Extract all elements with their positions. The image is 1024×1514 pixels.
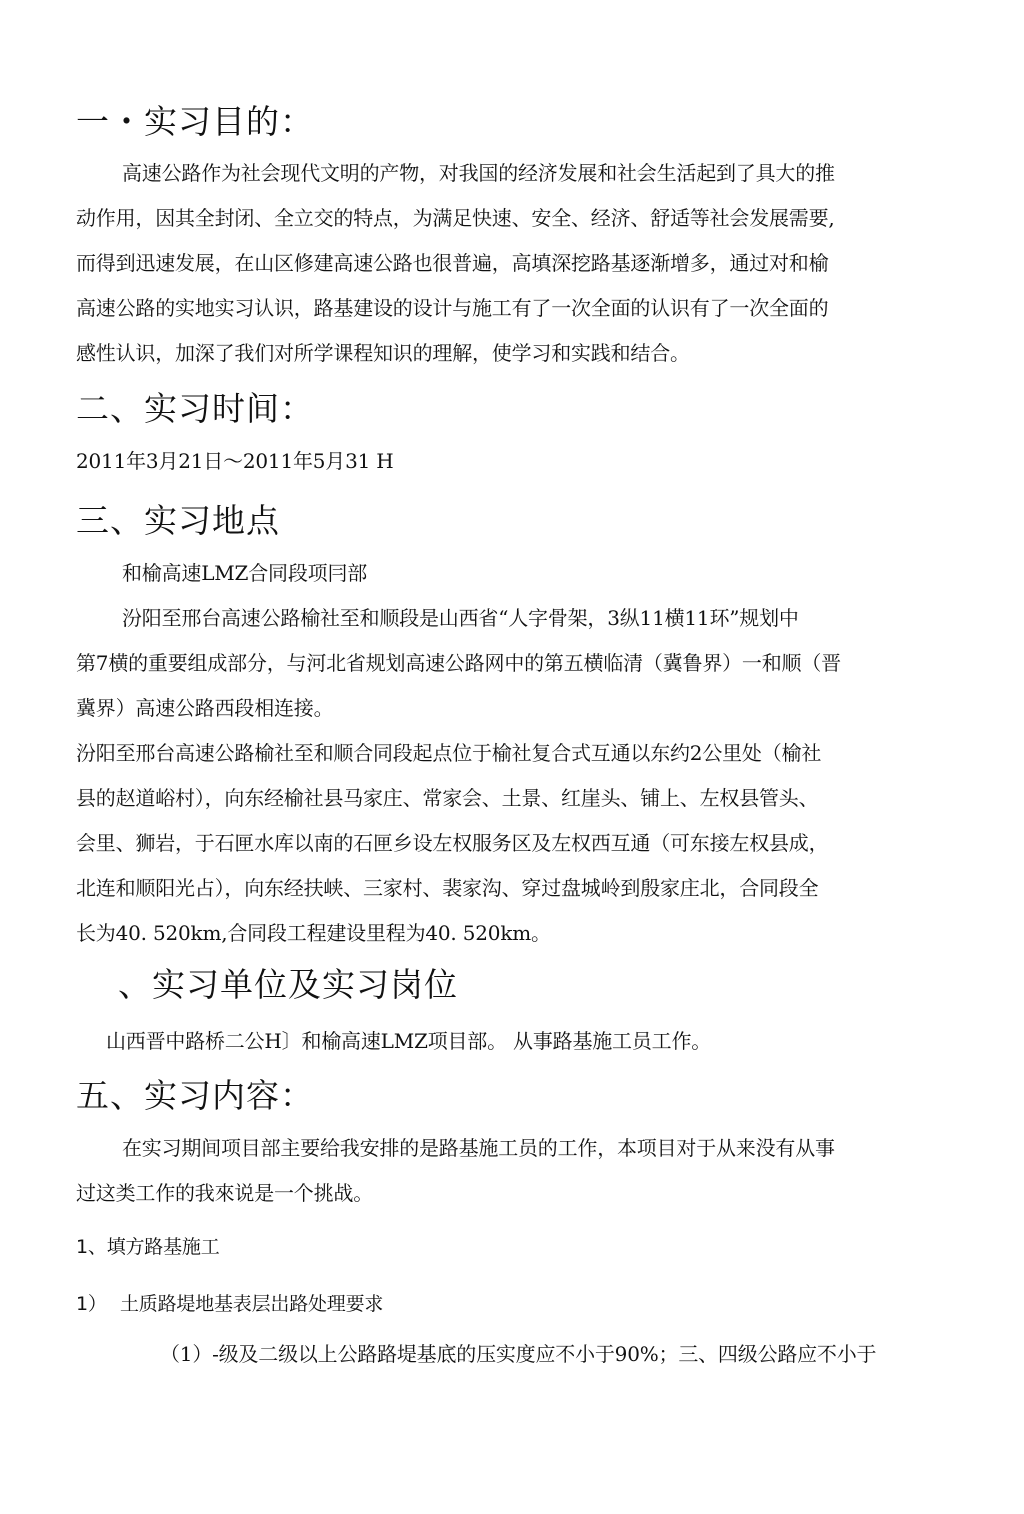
s5-line-1: 在实习期间项目部主要给我安排的是路基施工员的工作，本项目对于从来没有从事 xyxy=(122,1136,835,1160)
s3-p2-line-5: 长为40. 520km,合同段工程建设里程为40. 520km。 xyxy=(76,921,551,945)
s1-line-3: 而得到迅速发展，在山区修建高速公路也很普遍，高填深挖路基逐渐增多，通过对和榆 xyxy=(76,251,829,275)
s1-line-2: 动作用，因其全封闭、全立交的特点，为满足快速、安全、经济、舒适等社会发展需要, xyxy=(76,206,835,230)
section-5-heading: 五、实习内容： xyxy=(76,1076,314,1115)
subsection-2-number: 1） xyxy=(76,1293,107,1315)
section-4-heading: 、实习单位及实习岗位 xyxy=(118,965,458,1004)
s3-p1-line-3: 冀界）高速公路西段相连接。 xyxy=(76,696,334,720)
internship-date: 2011年3月21日～2011年5月31 H xyxy=(76,449,394,473)
s1-line-5: 感性认识，加深了我们对所学课程知识的理解，使学习和实践和结合。 xyxy=(76,341,690,365)
s3-p2-line-1: 汾阳至邢台高速公路榆社至和顺合同段起点位于榆社复合式互通以东约2公里处（榆社 xyxy=(76,741,822,765)
section-2-heading: 二、实习时间： xyxy=(76,389,314,428)
requirement-item-1: （1）-级及二级以上公路路堤基底的压实度应不小于90%；三、四级公路应不小于 xyxy=(160,1342,877,1366)
s3-p1-line-1: 汾阳至邢台高速公路榆社至和顺段是山西省“人字骨架，3纵11横11环”规划中 xyxy=(122,606,799,630)
s1-line-4: 高速公路的实地实习认识，路基建设的设计与施工有了一次全面的认识有了一次全面的 xyxy=(76,296,829,320)
s3-p2-line-3: 会里、狮岩，于石匣水库以南的石匣乡设左权服务区及左权西互通（可东接左权县成， xyxy=(76,831,829,855)
internship-place: 和榆高速LMZ合同段项冃部 xyxy=(122,561,368,585)
s5-line-2: 过这类工作的我來说是一个挑战。 xyxy=(76,1181,373,1205)
s3-p2-line-2: 县的赵道峪村），向东经榆社县马家庄、常家会、土景、红崖头、铺上、左权县管头、 xyxy=(76,786,819,810)
internship-unit: 山西晋中路桥二公H〕和榆高速LMZ项目部。 从事路基施工员工作。 xyxy=(106,1029,712,1053)
s1-line-1: 高速公路作为社会现代文明的产物，对我国的经济发展和社会生活起到了具大的推 xyxy=(122,161,835,185)
subsection-2-title: 土质路堤地基表层岀路处理要求 xyxy=(120,1293,384,1315)
section-3-heading: 三、实习地点 xyxy=(76,501,280,540)
subsection-1-title: 1、填方路基施工 xyxy=(76,1236,220,1258)
s3-p2-line-4: 北连和顺阳光占），向东经扶峡、三家村、裴家沟、穿过盘城岭到殷家庄北，合同段全 xyxy=(76,876,819,900)
s3-p1-line-2: 第7横的重要组成部分，与河北省规划高速公路网中的第五横临清（冀鲁界）一和顺（晋 xyxy=(76,651,841,675)
section-1-heading: 一・实习目的： xyxy=(76,102,314,141)
